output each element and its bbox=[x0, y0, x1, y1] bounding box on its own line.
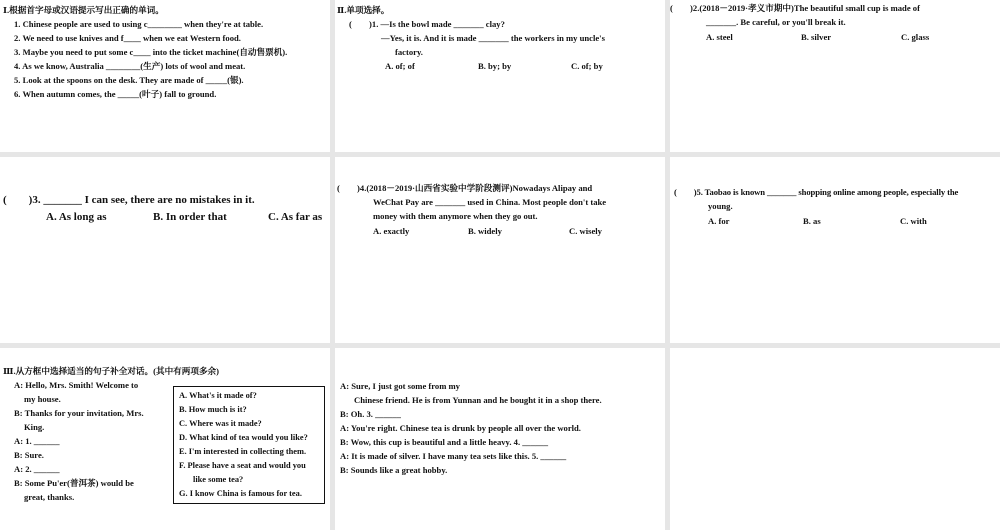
dialog-lines bbox=[14, 378, 174, 504]
box-option: E. I'm interested in collecting them. bbox=[179, 447, 307, 456]
question-text: young. bbox=[708, 201, 733, 211]
option-c: C. wisely bbox=[569, 226, 602, 236]
option-c: C. of; by bbox=[571, 61, 603, 71]
option-a: A. for bbox=[708, 216, 730, 226]
box-option: D. What kind of tea would you like? bbox=[179, 433, 308, 442]
options-row bbox=[708, 214, 927, 228]
panel-choice-2 bbox=[670, 0, 1000, 152]
panel-word-fill bbox=[0, 0, 330, 152]
option-b: B. silver bbox=[801, 32, 832, 42]
dialog-line: B: Some Pu'er(普洱茶) would be bbox=[14, 478, 134, 488]
option-a: A. As long as bbox=[46, 211, 107, 223]
question-text: ( )1. —Is the bowl made _______ clay? bbox=[349, 19, 505, 29]
box-option: like some tea? bbox=[193, 475, 244, 484]
question-text: —Yes, it is. And it is made _______ the workers in my uncle's bbox=[381, 33, 605, 43]
question-1 bbox=[349, 17, 661, 59]
option-b: B. In order that bbox=[153, 211, 227, 223]
options-box bbox=[173, 386, 325, 504]
option-a: A. steel bbox=[706, 32, 733, 42]
option-b: B. widely bbox=[468, 226, 502, 236]
panel-empty bbox=[670, 348, 1000, 530]
panel-choice-1 bbox=[335, 0, 665, 152]
dialog-line: B: Oh. 3. ______ bbox=[340, 409, 401, 419]
question-2 bbox=[670, 1, 920, 29]
question-text: factory. bbox=[395, 47, 423, 57]
option-a: A. exactly bbox=[373, 226, 410, 236]
option-b: B. by; by bbox=[478, 61, 512, 71]
dialog-line: A: 2. ______ bbox=[14, 464, 60, 474]
dialog-line: B: Sure. bbox=[14, 450, 44, 460]
question-text: money with them anymore when they go out. bbox=[373, 211, 538, 221]
options-row bbox=[373, 224, 602, 238]
question-4 bbox=[337, 181, 606, 223]
question-text: _______. Be careful, or you'll break it. bbox=[706, 17, 846, 27]
option-c: C. with bbox=[900, 216, 927, 226]
options-row bbox=[46, 209, 322, 226]
panel-choice-3 bbox=[0, 157, 330, 343]
dialog-line: A: Hello, Mrs. Smith! Welcome to bbox=[14, 380, 139, 390]
section-heading-2: Ⅱ.单项选择。 bbox=[337, 5, 390, 15]
box-option: G. I know China is famous for tea. bbox=[179, 489, 302, 498]
options-row bbox=[706, 30, 929, 44]
box-option: F. Please have a seat and would you bbox=[179, 461, 306, 470]
list-item: 4. As we know, Australia ________(生产) lots of wool and meat. bbox=[14, 61, 246, 71]
question-text: ( )2.(2018－2019·孝义市期中)The beautiful small cup is made of bbox=[670, 3, 920, 13]
dialog-line: King. bbox=[24, 422, 45, 432]
option-c: C. As far as bbox=[268, 211, 323, 223]
option-b: B. as bbox=[803, 216, 821, 226]
list-item: 5. Look at the spoons on the desk. They are made of _____(银). bbox=[14, 75, 244, 85]
dialog-line: great, thanks. bbox=[24, 492, 75, 502]
dialog-line: my house. bbox=[24, 394, 61, 404]
panel-choice-5 bbox=[670, 157, 1000, 343]
question-5 bbox=[674, 185, 958, 213]
section-heading-1: Ⅰ.根据首字母或汉语提示写出正确的单词。 bbox=[3, 5, 164, 15]
list-item: 1. Chinese people are used to using c________ when they're at table. bbox=[14, 19, 264, 29]
panel-choice-4 bbox=[335, 157, 665, 343]
question-text: ( )5. Taobao is known _______ shopping online among people, especially the bbox=[674, 187, 959, 197]
word-fill-list bbox=[14, 17, 287, 101]
option-c: C. glass bbox=[901, 32, 930, 42]
box-option: C. Where was it made? bbox=[179, 419, 262, 428]
panel-dialog-2 bbox=[335, 348, 665, 530]
list-item: 6. When autumn comes, the _____(叶子) fall to ground. bbox=[14, 89, 217, 99]
section-heading-3: Ⅲ.从方框中选择适当的句子补全对话。(其中有两项多余) bbox=[3, 366, 219, 376]
dialog-line: A: It is made of silver. I have many tea sets like this. 5. ______ bbox=[340, 451, 567, 461]
list-item: 3. Maybe you need to put some c____ into the ticket machine(自动售票机). bbox=[14, 47, 288, 57]
box-option: B. How much is it? bbox=[179, 405, 247, 414]
dialog-line: B: Sounds like a great hobby. bbox=[340, 465, 448, 475]
option-a: A. of; of bbox=[385, 61, 415, 71]
list-item: 2. We need to use knives and f____ when we eat Western food. bbox=[14, 33, 241, 43]
options-row bbox=[385, 59, 603, 73]
question-text: WeChat Pay are _______ used in China. Most people don't take bbox=[373, 197, 607, 207]
dialog-line: B: Wow, this cup is beautiful and a little heavy. 4. ______ bbox=[340, 437, 549, 447]
dialog-line: B: Thanks for your invitation, Mrs. bbox=[14, 408, 144, 418]
dialog-line: A: You're right. Chinese tea is drunk by people all over the world. bbox=[340, 423, 581, 433]
dialog-line: A: Sure, I just got some from my bbox=[340, 381, 460, 391]
question-3: ( )3. _______ I can see, there are no mistakes in it. bbox=[3, 194, 255, 206]
dialog-line: A: 1. ______ bbox=[14, 436, 60, 446]
dialog-line: Chinese friend. He is from Yunnan and he bought it in a shop there. bbox=[354, 395, 602, 405]
panel-dialog-1 bbox=[0, 348, 330, 530]
box-option: A. What's it made of? bbox=[179, 391, 257, 400]
question-text: ( )4.(2018－2019·山西省实验中学阶段测评)Nowadays Alipay and bbox=[337, 183, 593, 193]
dialog-lines bbox=[340, 379, 602, 477]
